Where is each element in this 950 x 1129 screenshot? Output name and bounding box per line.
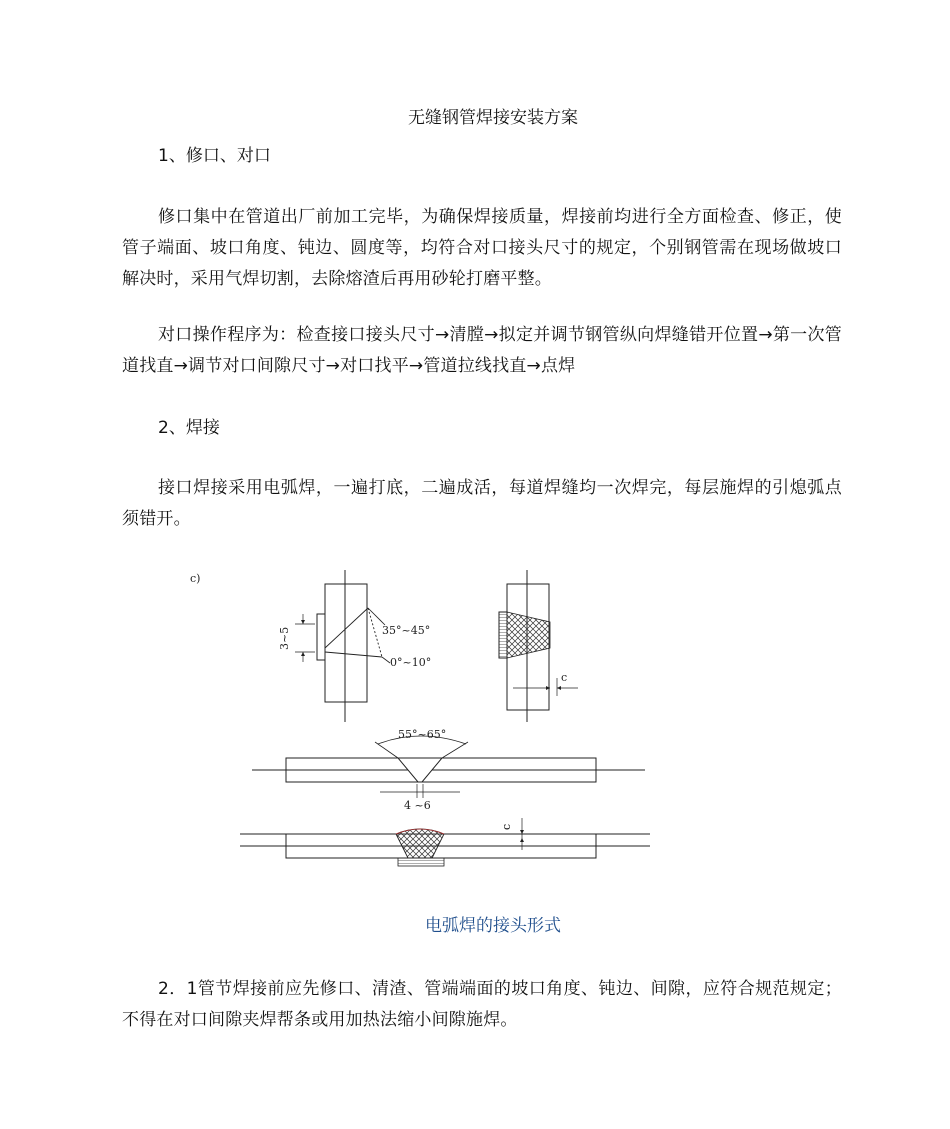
gap-c-label-bottom: c [500, 823, 513, 830]
left-joint-drawing [278, 570, 431, 722]
paragraph-1: 修口集中在管道出厂前加工完毕，为确保焊接质量，焊接前均进行全方面检查、修正，使管子端面、坡口角度、钝边、圆度等，均符合对口接头尺寸的规定，个别钢管需在现场做坡口解决时，采用气焊切割，去除熔渣后再用砂轮打磨平整。 [122, 207, 842, 289]
paragraph-4: 2．1管节焊接前应先修口、清渣、管端端面的坡口角度、钝边、间隙，应符合规范规定；不得在对口间隙夹焊帮条或用加热法缩小间隙施焊。 [122, 979, 842, 1030]
gap-c-label-top: c [561, 671, 568, 684]
angle-55-65-label: 55°~65° [398, 728, 447, 741]
paragraph-3: 接口焊接采用电弧焊，一遍打底，二遍成活，每道焊缝均一次焊完，每层施焊的引熄弧点须错开。 [122, 478, 842, 529]
gap-4-6-label: 4 ~6 [404, 799, 431, 812]
document-title: 无缝钢管焊接安装方案 [408, 108, 578, 128]
butt-joint-v-groove-drawing [252, 728, 645, 812]
right-joint-drawing [499, 570, 578, 722]
figure-label-c-paren: c) [190, 572, 201, 585]
dimension-3-5-label: 3~5 [278, 626, 291, 650]
paragraph-2: 对口操作程序为：检查接口接头尺寸→清膛→拟定并调节钢管纵向焊缝错开位置→第一次管道找直→调节对口间隙尺寸→对口找平→管道拉线找直→点焊 [122, 325, 842, 376]
weld-joint-diagram [170, 560, 670, 890]
angle-0-10-label: 0°~10° [390, 656, 432, 669]
figure-caption: 电弧焊的接头形式 [425, 916, 561, 936]
butt-joint-welded-drawing [240, 818, 650, 866]
weld-joint-figure [170, 560, 670, 890]
section-1-heading: 1、修口、对口 [158, 146, 271, 166]
section-2-heading: 2、焊接 [158, 418, 220, 438]
angle-35-45-label: 35°~45° [382, 624, 431, 637]
